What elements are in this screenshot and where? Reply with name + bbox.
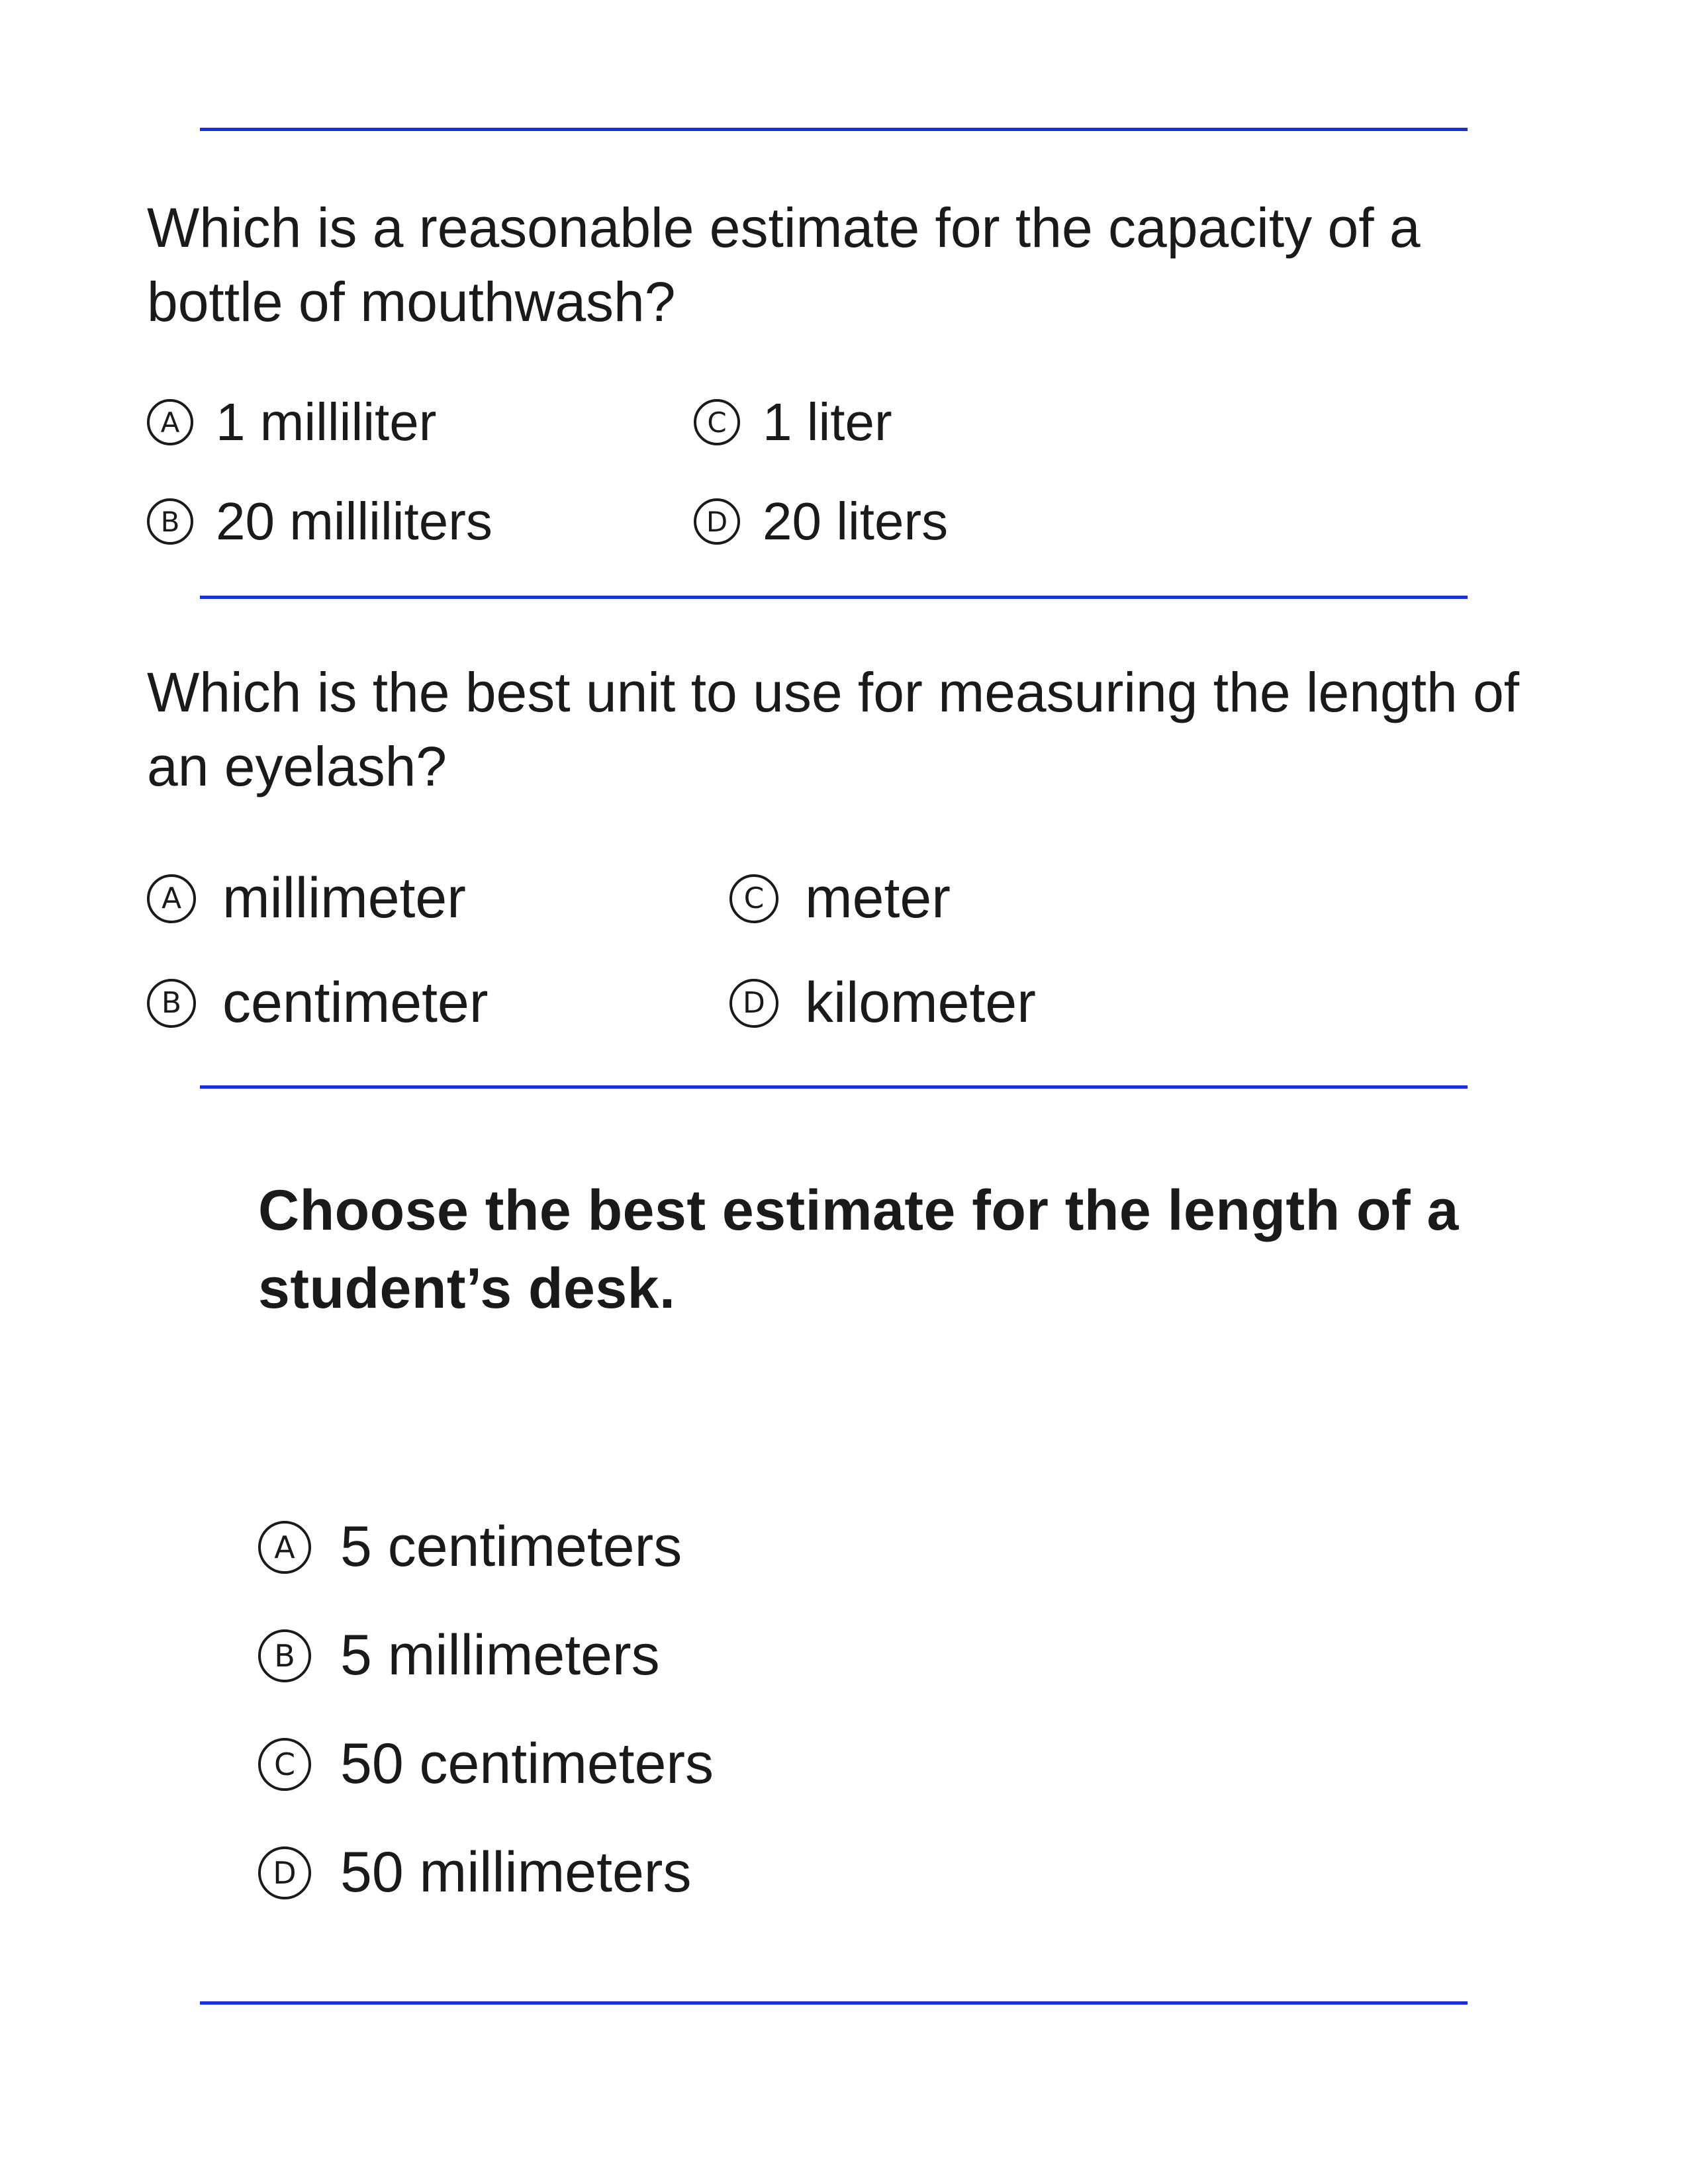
choice-label: 1 milliliter (216, 392, 437, 451)
question-3-choice-b[interactable] (258, 1623, 660, 1688)
answer-bubble-a[interactable]: A (147, 874, 196, 923)
question-3-choice-c[interactable] (258, 1731, 714, 1797)
choice-label: kilometer (805, 971, 1036, 1034)
question-1-choice-a[interactable] (147, 392, 436, 453)
question-2-choice-b[interactable] (147, 970, 489, 1036)
answer-bubble-b[interactable]: B (147, 979, 196, 1028)
question-2-choice-c[interactable] (729, 866, 951, 931)
answer-bubble-d[interactable]: D (258, 1846, 311, 1899)
divider-line (200, 596, 1468, 599)
divider-line (200, 2001, 1468, 2005)
question-2-text: Which is the best unit to use for measuring the length of an eyelash? (147, 661, 1520, 797)
choice-label: millimeter (222, 866, 466, 930)
question-1-choice-d[interactable] (694, 491, 948, 552)
answer-bubble-c[interactable]: C (258, 1738, 311, 1791)
answer-bubble-c[interactable]: C (729, 874, 778, 923)
question-2-choice-d[interactable] (729, 970, 1036, 1036)
divider-line (200, 1085, 1468, 1089)
answer-bubble-d[interactable]: D (694, 498, 740, 545)
answer-bubble-a[interactable]: A (147, 399, 193, 445)
choice-label: 20 milliliters (216, 492, 492, 551)
answer-bubble-d[interactable]: D (729, 979, 778, 1028)
divider-line (200, 128, 1468, 131)
answer-bubble-b[interactable]: B (147, 498, 193, 545)
choice-label: centimeter (222, 971, 489, 1034)
question-3-choice-a[interactable] (258, 1514, 682, 1580)
question-2-choice-a[interactable] (147, 866, 466, 931)
choice-label: 20 liters (763, 492, 949, 551)
choice-label: 5 centimeters (340, 1515, 682, 1578)
answer-bubble-a[interactable]: A (258, 1521, 311, 1574)
choice-label: 50 millimeters (340, 1841, 692, 1904)
choice-label: meter (805, 866, 951, 930)
choice-label: 5 millimeters (340, 1623, 660, 1687)
choice-label: 1 liter (763, 392, 892, 451)
question-1-text: Which is a reasonable estimate for the capacity of a bottle of mouthwash? (147, 197, 1421, 333)
question-1-choice-c[interactable] (694, 392, 892, 453)
question-3-choice-d[interactable] (258, 1840, 691, 1905)
question-3-text: Choose the best estimate for the length of a student’s desk. (258, 1179, 1459, 1320)
answer-bubble-c[interactable]: C (694, 399, 740, 445)
answer-bubble-b[interactable]: B (258, 1629, 311, 1682)
question-1-choice-b[interactable] (147, 491, 492, 552)
choice-label: 50 centimeters (340, 1732, 714, 1796)
